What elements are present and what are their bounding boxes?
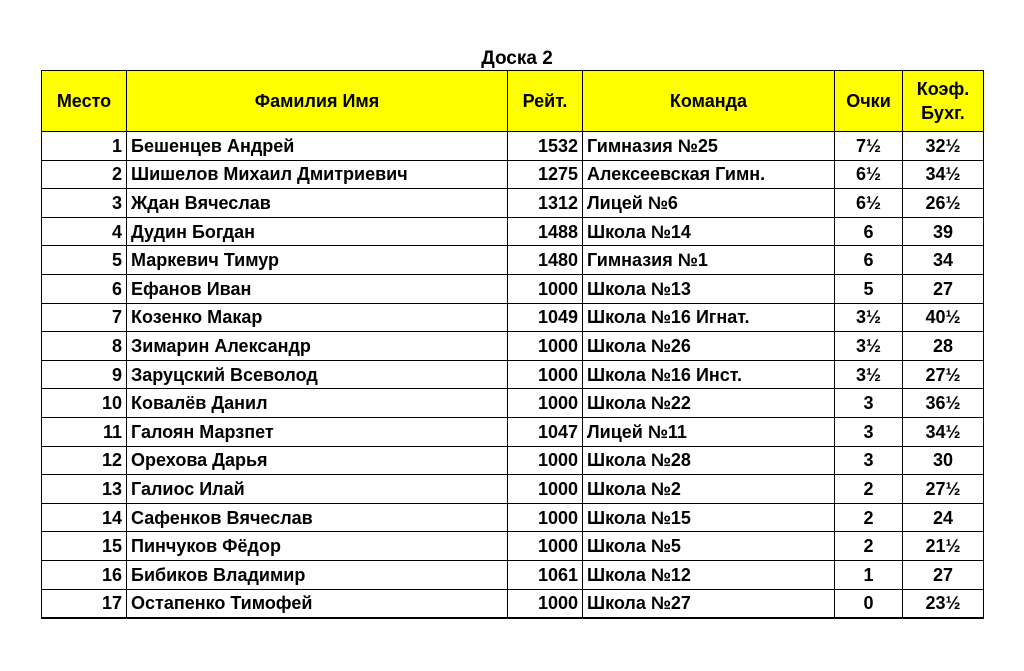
rating-cell: 1000 [508,332,583,361]
team-cell: Школа №16 Инст. [583,360,835,389]
points-cell: 6½ [835,189,903,218]
coef-cell: 36½ [903,389,984,418]
table-header [42,71,984,132]
place-cell: 10 [42,389,127,418]
coef-cell: 32½ [903,132,984,161]
rating-cell: 1312 [508,189,583,218]
table-row [42,274,984,303]
points-cell: 3 [835,389,903,418]
coef-cell: 26½ [903,189,984,218]
points-cell: 7½ [835,132,903,161]
results-table [41,70,984,619]
coef-cell: 27½ [903,360,984,389]
name-cell: Бибиков Владимир [127,560,508,589]
coef-cell: 28 [903,332,984,361]
header-row [42,71,984,132]
place-cell: 9 [42,360,127,389]
rating-cell: 1000 [508,475,583,504]
rating-cell: 1000 [508,274,583,303]
name-cell: Маркевич Тимур [127,246,508,275]
coef-cell: 30 [903,446,984,475]
coef-cell: 40½ [903,303,984,332]
table-row [42,446,984,475]
points-cell: 5 [835,274,903,303]
team-cell: Лицей №11 [583,417,835,446]
team-cell: Школа №26 [583,332,835,361]
table-row [42,160,984,189]
place-cell: 7 [42,303,127,332]
team-cell: Алексеевская Гимн. [583,160,835,189]
coef-cell: 34 [903,246,984,275]
points-cell: 1 [835,560,903,589]
name-cell: Пинчуков Фёдор [127,532,508,561]
team-cell: Школа №16 Игнат. [583,303,835,332]
points-cell: 3½ [835,303,903,332]
table-row [42,532,984,561]
name-cell: Остапенко Тимофей [127,589,508,618]
rating-cell: 1049 [508,303,583,332]
coef-cell: 27 [903,274,984,303]
coef-cell: 39 [903,217,984,246]
table-row [42,475,984,504]
name-cell: Козенко Макар [127,303,508,332]
place-cell: 1 [42,132,127,161]
rating-cell: 1061 [508,560,583,589]
rating-cell: 1275 [508,160,583,189]
place-cell: 5 [42,246,127,275]
team-cell: Школа №28 [583,446,835,475]
team-cell: Школа №14 [583,217,835,246]
table-row [42,246,984,275]
table-row [42,589,984,618]
header-team: Команда [583,71,835,132]
coef-cell: 34½ [903,160,984,189]
rating-cell: 1000 [508,503,583,532]
header-coef-line2: Бухг. [921,103,965,123]
coef-cell: 27½ [903,475,984,504]
table-row [42,303,984,332]
points-cell: 6½ [835,160,903,189]
name-cell: Галоян Марзпет [127,417,508,446]
place-cell: 14 [42,503,127,532]
points-cell: 3½ [835,332,903,361]
header-place: Место [42,71,127,132]
rating-cell: 1047 [508,417,583,446]
name-cell: Шишелов Михаил Дмитриевич [127,160,508,189]
name-cell: Бешенцев Андрей [127,132,508,161]
page-title: Доска 2 [481,48,553,69]
name-cell: Ковалёв Данил [127,389,508,418]
points-cell: 6 [835,246,903,275]
name-cell: Дудин Богдан [127,217,508,246]
coef-cell: 23½ [903,589,984,618]
coef-cell: 27 [903,560,984,589]
points-cell: 2 [835,532,903,561]
place-cell: 8 [42,332,127,361]
rating-cell: 1000 [508,446,583,475]
place-cell: 6 [42,274,127,303]
place-cell: 17 [42,589,127,618]
name-cell: Заруцский Всеволод [127,360,508,389]
place-cell: 3 [42,189,127,218]
name-cell: Орехова Дарья [127,446,508,475]
points-cell: 3½ [835,360,903,389]
team-cell: Школа №5 [583,532,835,561]
team-cell: Школа №12 [583,560,835,589]
coef-cell: 21½ [903,532,984,561]
team-cell: Школа №15 [583,503,835,532]
team-cell: Лицей №6 [583,189,835,218]
table-row [42,332,984,361]
name-cell: Ждан Вячеслав [127,189,508,218]
header-coef-line1: Коэф. [916,79,970,99]
points-cell: 3 [835,446,903,475]
name-cell: Галиос Илай [127,475,508,504]
team-cell: Гимназия №25 [583,132,835,161]
table-row [42,560,984,589]
team-cell: Школа №2 [583,475,835,504]
team-cell: Школа №22 [583,389,835,418]
points-cell: 3 [835,417,903,446]
points-cell: 2 [835,503,903,532]
team-cell: Гимназия №1 [583,246,835,275]
table-row [42,417,984,446]
team-cell: Школа №13 [583,274,835,303]
place-cell: 4 [42,217,127,246]
rating-cell: 1000 [508,532,583,561]
table-row [42,503,984,532]
rating-cell: 1480 [508,246,583,275]
header-points: Очки [835,71,903,132]
rating-cell: 1000 [508,589,583,618]
points-cell: 6 [835,217,903,246]
coef-cell: 34½ [903,417,984,446]
name-cell: Сафенков Вячеслав [127,503,508,532]
name-cell: Ефанов Иван [127,274,508,303]
points-cell: 0 [835,589,903,618]
table-row [42,389,984,418]
table-row [42,132,984,161]
team-cell: Школа №27 [583,589,835,618]
place-cell: 16 [42,560,127,589]
table-row [42,189,984,218]
place-cell: 11 [42,417,127,446]
rating-cell: 1000 [508,389,583,418]
header-coef [903,71,984,132]
rating-cell: 1532 [508,132,583,161]
place-cell: 13 [42,475,127,504]
coef-cell: 24 [903,503,984,532]
table-body [42,132,984,619]
header-name: Фамилия Имя [127,71,508,132]
place-cell: 15 [42,532,127,561]
table-row [42,360,984,389]
header-rating: Рейт. [508,71,583,132]
points-cell: 2 [835,475,903,504]
place-cell: 2 [42,160,127,189]
name-cell: Зимарин Александр [127,332,508,361]
rating-cell: 1000 [508,360,583,389]
table-row [42,217,984,246]
rating-cell: 1488 [508,217,583,246]
place-cell: 12 [42,446,127,475]
